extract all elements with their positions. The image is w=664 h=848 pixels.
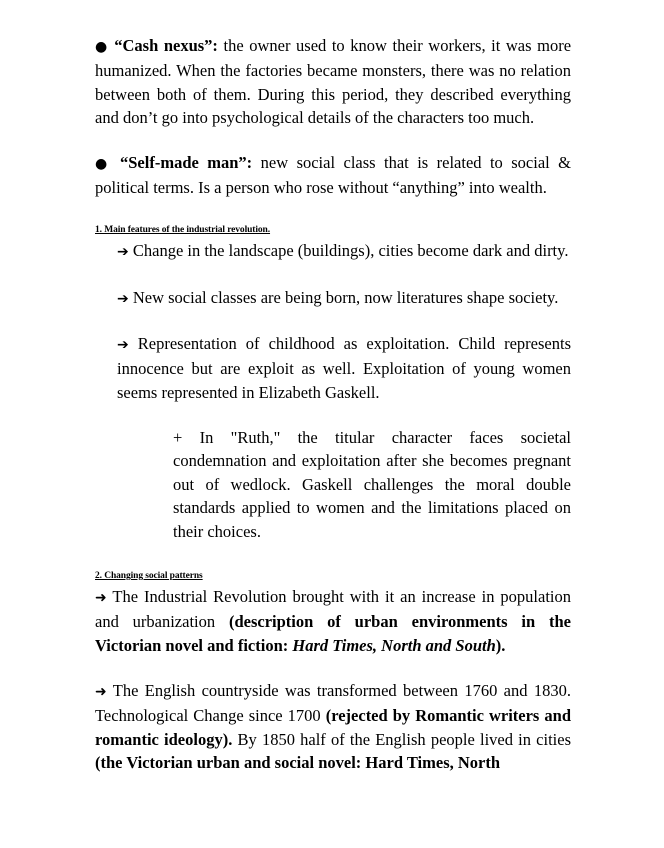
list-item — [117, 239, 571, 264]
list-item-text: Change in the landscape (buildings), cities become dark and dirty. — [132, 241, 569, 260]
list-item — [117, 286, 571, 311]
arrow-icon: ➜ — [95, 590, 107, 606]
bullet-icon: ● — [95, 156, 112, 172]
cash-nexus-text: the owner used to know their workers, it was more humanized. When the factories became monsters, there was no relation between both of them. During this period, they described everything and don’t go into psychological details of the characters too much. — [95, 36, 572, 128]
arrow-icon: ➔ — [117, 291, 129, 307]
cash-nexus-paragraph — [95, 34, 571, 130]
countryside-paragraph — [95, 679, 571, 775]
cash-nexus-term: “Cash nexus”: — [114, 36, 218, 55]
list-item-text: Representation of childhood as exploitation. Child represents innocence but are exploit as well. Exploitation of young women seems represented in Elizabeth Gaskell. — [117, 334, 572, 402]
bullet-icon: ● — [95, 39, 109, 55]
self-made-term: “Self-made man”: — [120, 153, 253, 172]
arrow-icon: ➜ — [95, 684, 107, 700]
section-heading-1: 1. Main features of the industrial revolution. — [95, 225, 271, 235]
arrow-icon: ➔ — [117, 244, 129, 260]
bold-note-end: ). — [495, 635, 506, 655]
urbanization-paragraph — [95, 585, 571, 657]
section-heading-2: 2. Changing social patterns — [95, 571, 203, 581]
bold-note: (rejected by Romantic writers and romantic ideology). — [95, 706, 572, 749]
paragraph-text: The English countryside was transformed between 1760 and 1830. Technological Change since 1700 — [95, 681, 571, 726]
list-item-text: New social classes are being born, now literatures shape society. — [132, 288, 559, 307]
self-made-text: new social class that is related to social & political terms. Is a person who rose without “anything” into wealth. — [95, 153, 572, 198]
self-made-paragraph — [95, 151, 571, 200]
bold-note: (description of urban environments in the Victorian novel and fiction: — [95, 612, 571, 655]
bold-italic-titles: Hard Times, North and South — [292, 635, 496, 655]
list-item — [117, 332, 571, 404]
paragraph-text: By 1850 half of the English people lived in cities — [232, 729, 572, 749]
bold-note: (the Victorian urban and social novel: Hard Times, North — [95, 753, 501, 773]
arrow-icon: ➔ — [117, 337, 129, 353]
paragraph-text: The Industrial Revolution brought with it an increase in population and urbanization — [95, 587, 571, 632]
sub-list-item: + In "Ruth," the titular character faces societal condemnation and exploitation after she becomes pregnant out of wedlock. Gaskell challenges the moral double standards applied to women and the limitations placed on their choices. — [173, 428, 571, 541]
